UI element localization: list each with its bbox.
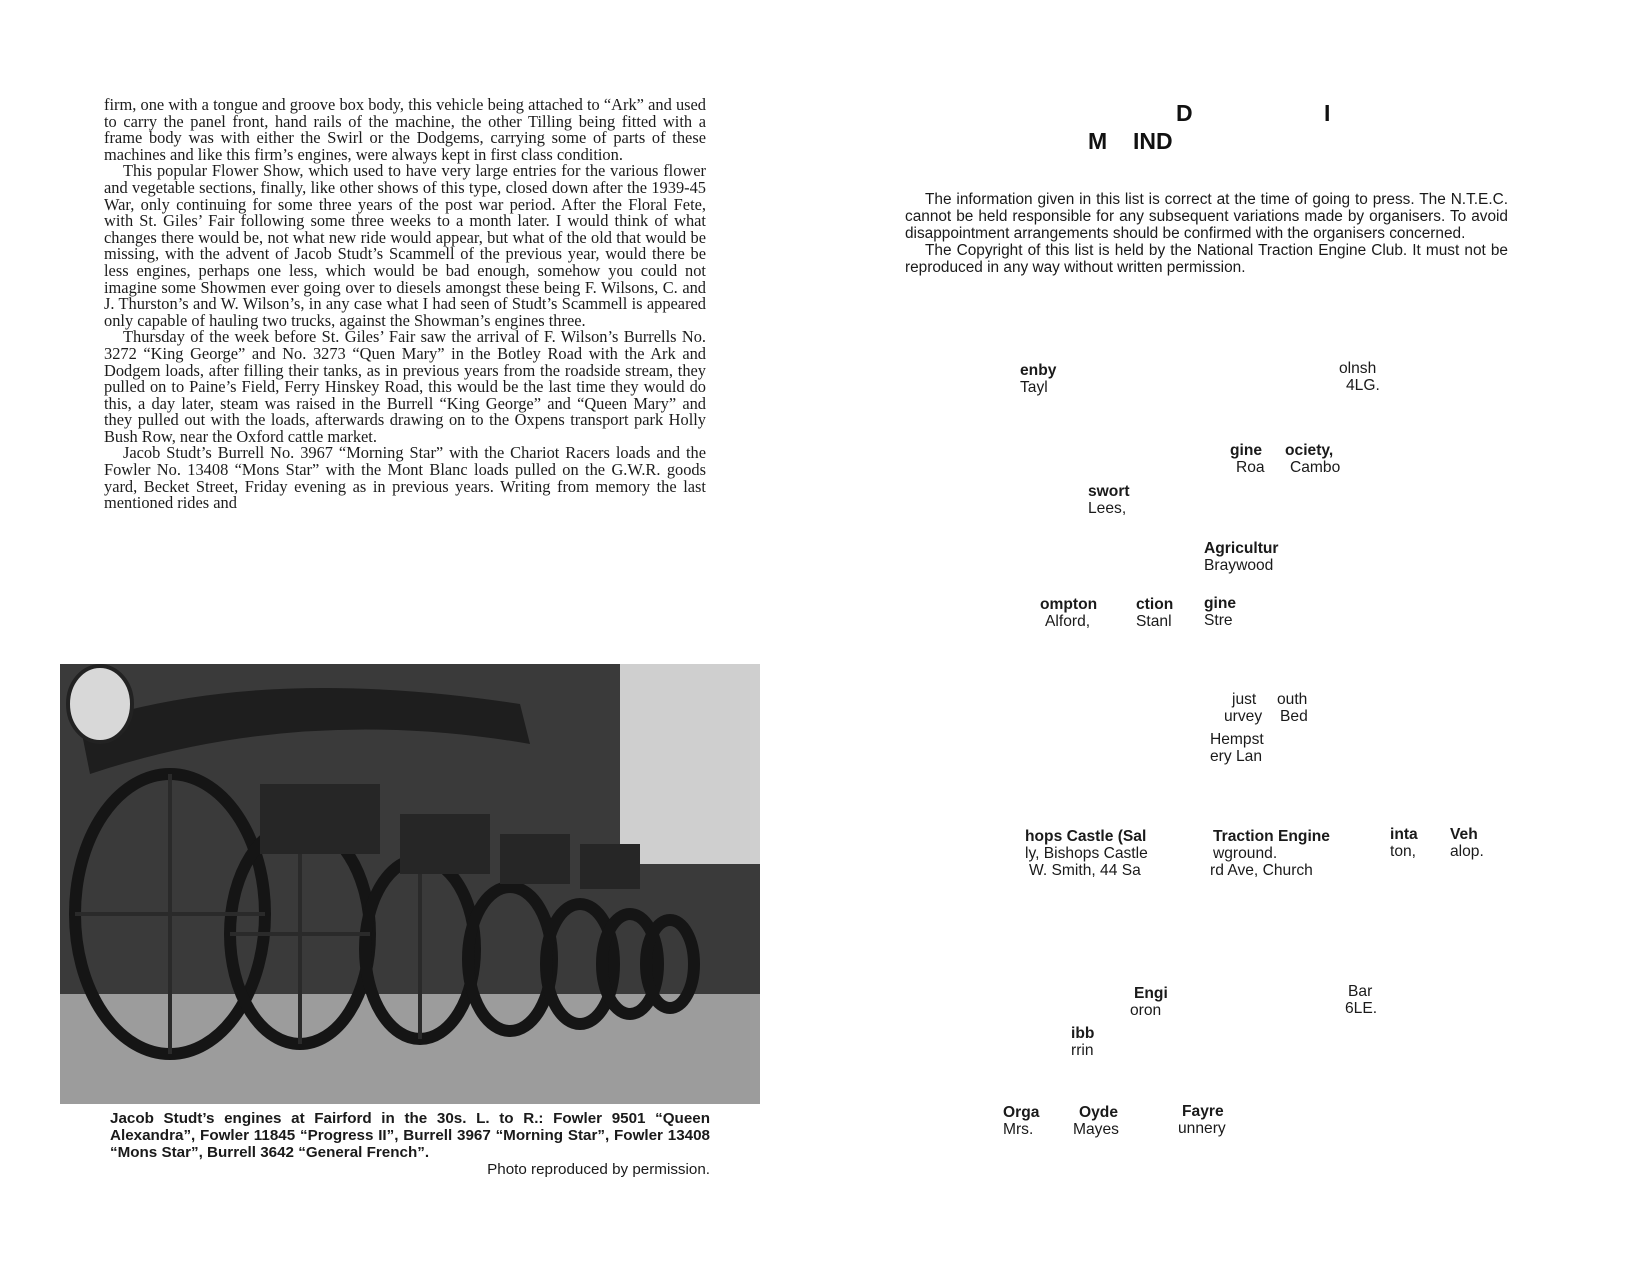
event-entry: Veh alop.	[1450, 826, 1484, 860]
event-entry: inta ton,	[1390, 826, 1418, 860]
event-entry: swort Lees,	[1088, 483, 1130, 517]
event-entry: just urvey	[1224, 691, 1263, 725]
event-entry: Engi oron	[1130, 985, 1168, 1019]
event-entry: ociety, Cambo	[1285, 442, 1341, 476]
engines-photo	[60, 664, 760, 1104]
article-paragraph: Thursday of the week before St. Giles’ Fair saw the arrival of F. Wilson’s Burrells No. 3272 “King George” and No. 3273 “Quen Mary” in the Botley Road with the Ark and Dodgem loads, after filling their tanks, as in previous years from the roadside stream, they pulled on to Paine’s Field, Ferry Hinskey Road, this would be the last time they would do this, a day later, steam was raised in the Burrell “King George” and “Queen Mary” and they pulled out with the loads, afterwards drawing on to the Oxpens transport park Holly Bush Row, near the Oxford cattle market.	[104, 327, 706, 446]
photo-caption: Jacob Studt’s engines at Fairford in the 30s. L. to R.: Fowler 9501 “Queen Alexandra”, Fowler 11845 “Progress II”, Burrell 3967 “Morning Star”, Fowler 13408 “Mons Star”, Burrell 3642 “General French”.	[110, 1110, 710, 1161]
event-entry: ction Stanl	[1136, 596, 1174, 630]
event-entry: Agricultur Braywood	[1204, 540, 1279, 574]
photo-credit: Photo reproduced by permission.	[487, 1161, 710, 1178]
event-entry: Fayre unnery	[1178, 1103, 1226, 1137]
event-entry: Hempst ery Lan	[1210, 731, 1264, 765]
event-entry: ompton Alford,	[1040, 596, 1098, 630]
article-paragraph: firm, one with a tongue and groove box body, this vehicle being attached to “Ark” and used to carry the panel front, hand rails of the machine, the other Tilling being fitted with a frame body was with either the Swirl or the Dodgems, carrying some of parts of these machines and like this firm’s engines, were always kept in first class condition.	[104, 95, 706, 164]
notice-paragraph: The Copyright of this list is held by the National Traction Engine Club. It must not be reproduced in any way without written permission.	[905, 242, 1508, 276]
event-entry: ibb rrin	[1071, 1025, 1095, 1059]
event-entry: Oyde Mayes	[1073, 1104, 1119, 1138]
article-paragraph: This popular Flower Show, which used to have very large entries for the various flower and vegetable sections, finally, like other shows of this type, closed down after the 1939-45 War, only continuing for some three years of the post war period. After the Floral Fete, with St. Giles’ Fair following some three weeks to a month later. I would think of what changes there would be, not what new ride would appear, but what of the old that would be missing, with the advent of Jacob Studt’s Scammell of the previous year, would there be less engines, perhaps one less, which would be bad enough, somehow you could not imagine some Showmen ever going over to diesels amongst these being F. Wilsons, C. and J. Thurston’s and W. Wilson’s, in any case what I had seen of Studt’s Scammell is appeared only capable of hauling two trucks, against the Showman’s engines three.	[104, 161, 706, 330]
event-entry: olnsh 4LG.	[1339, 360, 1380, 394]
event-entry: Orga Mrs.	[1003, 1104, 1040, 1138]
article-body	[104, 97, 706, 512]
page-heading-fragment: D	[1176, 100, 1193, 126]
event-entry: Bar 6LE.	[1345, 983, 1378, 1017]
event-entry: enby Tayl	[1020, 362, 1057, 396]
copyright-notice	[905, 191, 1508, 276]
event-entry: hops Castle (Sal ly, Bishops Castle W. Smith, 44 Sa	[1025, 828, 1148, 879]
event-entry: gine Roa	[1230, 442, 1265, 476]
page-heading-fragment: M	[1088, 128, 1108, 154]
page-heading-fragment: IND	[1133, 128, 1173, 154]
engines-photo-drawing	[60, 664, 760, 1104]
event-entry: outh Bed	[1277, 691, 1308, 725]
event-entry: gine Stre	[1204, 595, 1237, 629]
article-paragraph: Jacob Studt’s Burrell No. 3967 “Morning Star” with the Chariot Racers loads and the Fowler No. 13408 “Mons Star” with the Mont Blanc loads pulled on the G.W.R. goods yard, Becket Street, Friday evening as in previous years. Writing from memory the last mentioned rides and	[104, 443, 706, 513]
page-heading-fragment: I	[1324, 100, 1331, 126]
notice-paragraph: The information given in this list is correct at the time of going to press. The N.T.E.C. cannot be held responsible for any subsequent variations made by organisers. To avoid disappointment arrangements should be confirmed with the organisers concerned.	[905, 191, 1508, 242]
event-entry: Traction Engine wground. rd Ave, Church	[1210, 828, 1330, 879]
